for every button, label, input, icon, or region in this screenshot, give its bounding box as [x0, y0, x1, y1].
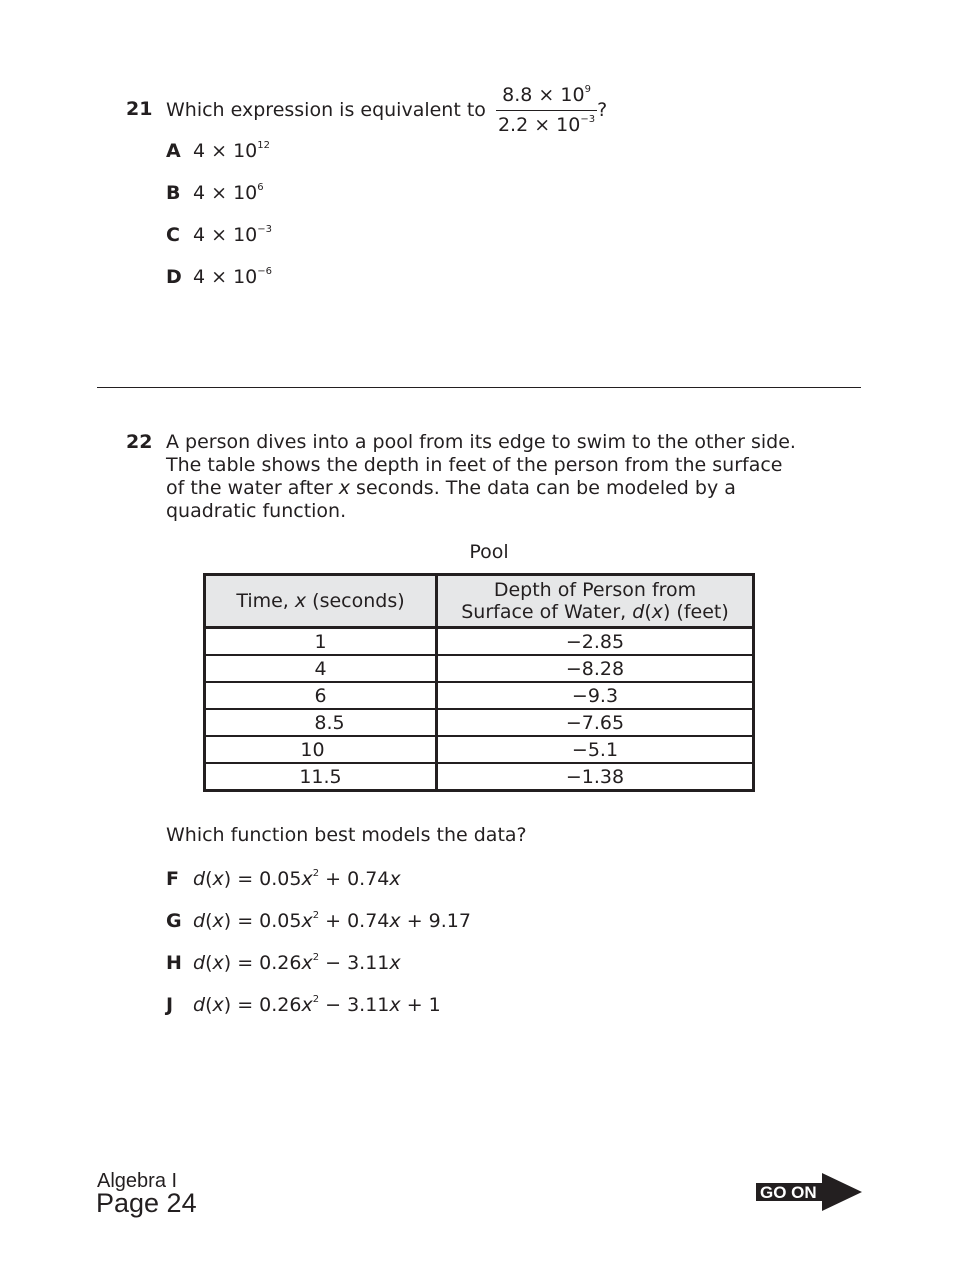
depth-cell: −5.1	[437, 736, 754, 763]
question-number: 21	[126, 98, 153, 120]
option-h[interactable]: H $d(x) = 0.26x^2 - 3.11x$	[166, 952, 401, 974]
footer-page-number: Page 24	[96, 1188, 197, 1218]
option-base: 4 × 10	[193, 182, 258, 204]
option-letter: B	[166, 182, 181, 204]
time-cell: 11.5	[205, 763, 437, 791]
option-letter: C	[166, 224, 180, 246]
column-header-depth: Depth of Person from Surface of Water, d(x) (feet)	[437, 575, 754, 628]
depth-cell: −7.65	[437, 709, 754, 736]
table-row	[205, 682, 754, 709]
section-divider	[97, 387, 861, 388]
column-header-time: Time, x (seconds)	[205, 575, 437, 628]
option-letter: F	[166, 868, 179, 890]
question-number: 22	[126, 431, 153, 453]
option-base: 4 × 10	[193, 224, 258, 246]
depth-cell: −2.85	[437, 628, 754, 656]
option-letter: A	[166, 140, 181, 162]
denominator-exponent: −3	[580, 114, 596, 125]
numerator-exponent: 9	[584, 84, 591, 95]
table-header-row	[205, 575, 754, 628]
option-letter: J	[166, 994, 174, 1016]
question-mark: ?	[597, 99, 608, 121]
option-g[interactable]: G $d(x) = 0.05x^2 + 0.74x + 9.17$	[166, 910, 471, 932]
table-row	[205, 709, 754, 736]
time-cell: 8.5	[205, 709, 437, 736]
stem-line: seconds. The data can be modeled by a	[350, 477, 736, 499]
stem-line: quadratic function.	[166, 500, 347, 522]
option-j[interactable]: J $d(x) = 0.26x^2 - 3.11x + 1$	[166, 994, 441, 1016]
stem-variable: x	[338, 477, 350, 499]
option-f[interactable]: F $d(x) = 0.05x^2 + 0.74x$	[166, 868, 401, 890]
fraction	[496, 84, 597, 137]
stem-line: of the water after	[166, 477, 339, 499]
question-prompt: Which function best models the data?	[166, 824, 527, 846]
option-letter: H	[166, 952, 182, 974]
question-stem	[166, 431, 836, 523]
option-letter: G	[166, 910, 182, 932]
option-exponent: 12	[257, 140, 270, 151]
stem-line: The table shows the depth in feet of the person from the surface	[166, 454, 783, 476]
option-exponent: 6	[257, 182, 264, 193]
time-cell: 1	[205, 628, 437, 656]
pool-table	[203, 573, 755, 792]
fraction-denominator	[496, 111, 597, 137]
option-c[interactable]	[166, 224, 272, 246]
time-cell: 6	[205, 682, 437, 709]
option-d[interactable]	[166, 266, 272, 288]
footer-subject: Algebra I	[97, 1170, 178, 1192]
denominator-base: 2.2 × 10	[497, 114, 581, 136]
fraction-numerator	[496, 84, 597, 111]
option-b[interactable]	[166, 182, 264, 204]
option-exponent: −6	[257, 266, 273, 277]
time-cell: 4	[205, 655, 437, 682]
table-row	[205, 736, 754, 763]
stem-line: A person dives into a pool from its edge to swim to the other side.	[166, 431, 796, 453]
option-base: 4 × 10	[193, 266, 258, 288]
option-exponent: −3	[257, 224, 273, 235]
depth-cell: −8.28	[437, 655, 754, 682]
time-cell: 10	[205, 736, 437, 763]
option-base: 4 × 10	[193, 140, 258, 162]
numerator-base: 8.8 × 10	[502, 84, 585, 106]
option-a[interactable]	[166, 140, 270, 162]
table-title: Pool	[469, 541, 509, 563]
table-row	[205, 628, 754, 656]
question-stem	[166, 84, 607, 137]
table-row	[205, 763, 754, 791]
option-letter: D	[166, 266, 182, 288]
stem-text: Which expression is equivalent to	[166, 99, 486, 121]
table-row	[205, 655, 754, 682]
depth-cell: −9.3	[437, 682, 754, 709]
depth-cell: −1.38	[437, 763, 754, 791]
go-on-label: GO ON	[760, 1183, 817, 1202]
